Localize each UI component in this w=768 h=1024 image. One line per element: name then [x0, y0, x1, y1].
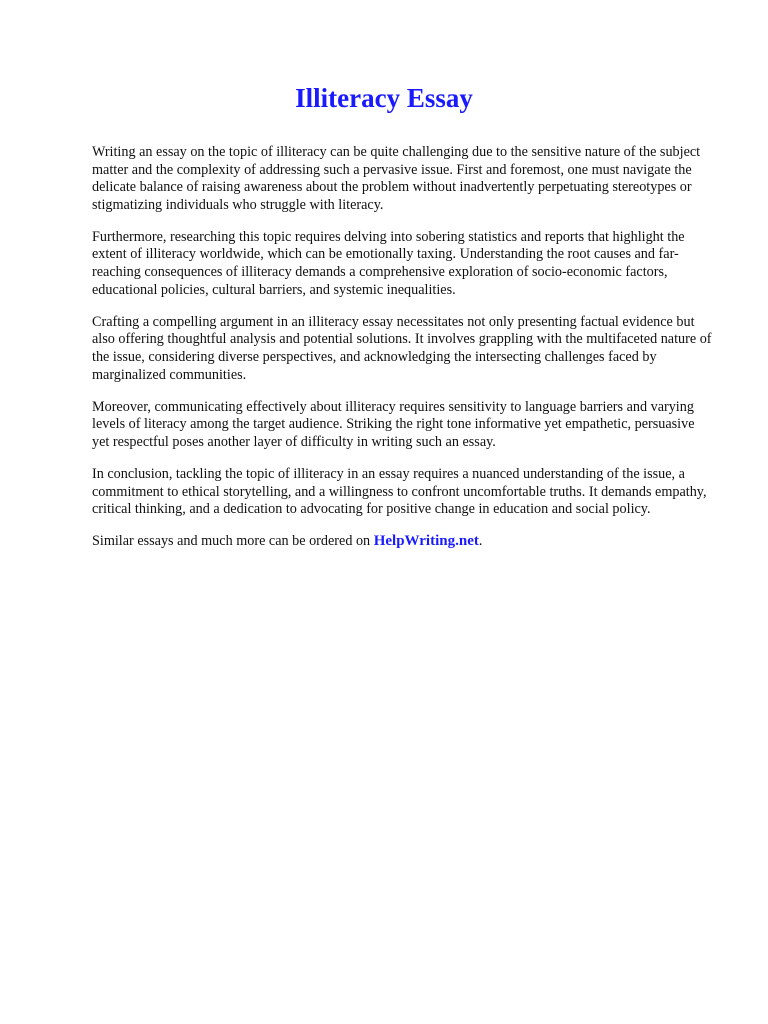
promo-text: Similar essays and much more can be ordered on — [92, 533, 374, 550]
paragraph-research: Furthermore, researching this topic requires delving into sobering statistics and reports that highlight the extent of illiteracy worldwide, which can be emotionally taxing. Understanding the root causes and far-reaching consequences of illiteracy demands a comprehensive exploration of socio-economic factors, educational policies, cultural barriers, and systemic inequalities. — [92, 228, 685, 298]
paragraph-conclusion: In conclusion, tackling the topic of illiteracy in an essay requires a nuanced understanding of the issue, a commitment to ethical storytelling, and a willingness to confront uncomfortable truths. It demands empathy, critical thinking, and a dedication to advocating for positive change in education and social policy. — [92, 465, 707, 518]
document-title: Illiteracy Essay — [295, 83, 473, 113]
promo-line — [92, 533, 712, 551]
paragraph-intro: Writing an essay on the topic of illiteracy can be quite challenging due to the sensitive nature of the subject matter and the complexity of addressing such a pervasive issue. First and foremost, one must navigate the delicate balance of raising awareness about the problem without inadvertently perpetuating stereotypes or stigmatizing individuals who struggle with literacy. — [92, 144, 701, 213]
helpwriting-link[interactable]: HelpWriting.net — [373, 533, 479, 550]
paragraph-argument: Crafting a compelling argument in an illiteracy essay necessitates not only presenting factual evidence but also offering thoughtful analysis and potential solutions. It involves grappling with the multifaceted nature of the issue, considering diverse perspectives, and acknowledging the intersecting challenges faced by marginalized communities. — [92, 313, 712, 383]
paragraph-communication: Moreover, communicating effectively about illiteracy requires sensitivity to language barriers and varying levels of literacy among the target audience. Striking the right tone informative yet empathetic, persuasive yet respectful poses another layer of difficulty in writing such an essay. — [92, 398, 695, 450]
document-body — [92, 144, 712, 551]
promo-trailing-period: . — [478, 533, 483, 550]
